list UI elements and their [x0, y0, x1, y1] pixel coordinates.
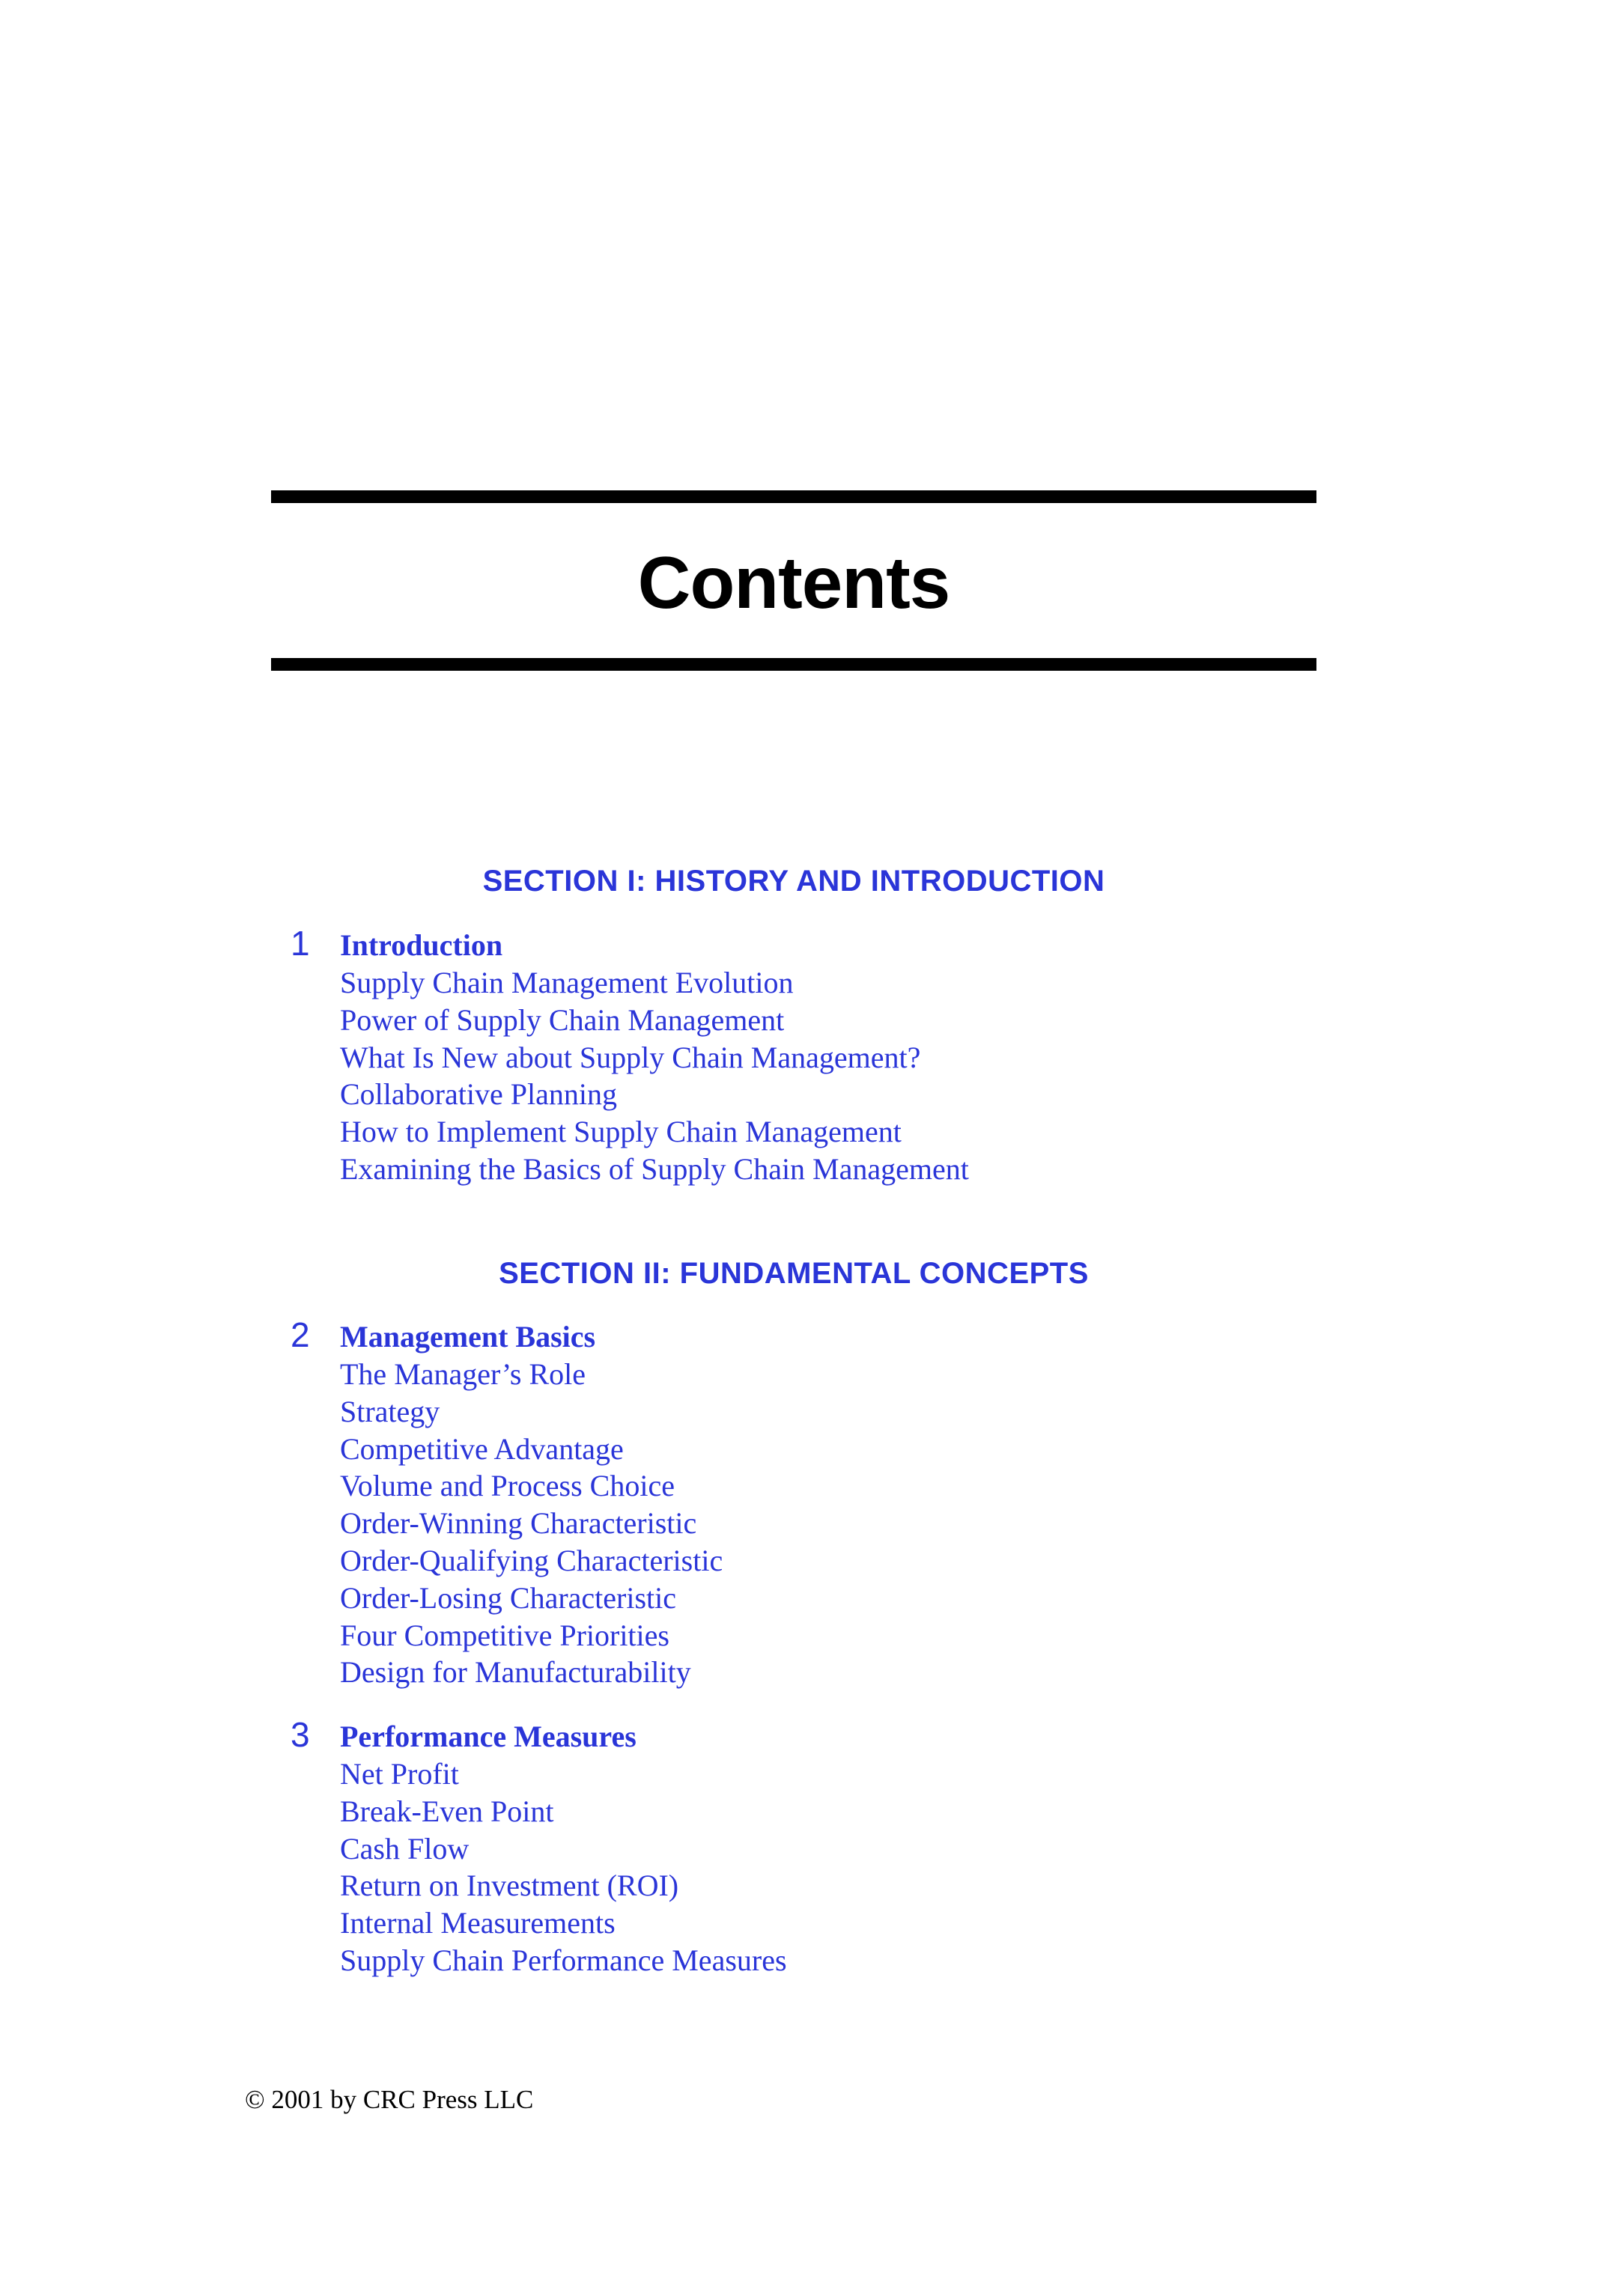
section-heading-2[interactable]: SECTION II: FUNDAMENTAL CONCEPTS — [499, 1257, 1089, 1290]
topic-item[interactable]: Order-Qualifying Characteristic — [340, 1543, 723, 1577]
topic-item[interactable]: Internal Measurements — [340, 1906, 616, 1940]
topic-item[interactable]: The Manager’s Role — [340, 1357, 586, 1391]
topic-item[interactable]: Examining the Basics of Supply Chain Management — [340, 1151, 969, 1186]
page-title: Contents — [637, 541, 950, 624]
chapter-title[interactable]: Performance Measures — [340, 1720, 637, 1753]
chapter-number: 3 — [291, 1715, 310, 1754]
topic-item[interactable]: Order-Losing Characteristic — [340, 1580, 677, 1615]
topic-item[interactable]: Cash Flow — [340, 1831, 470, 1866]
topic-item[interactable]: Collaborative Planning — [340, 1077, 617, 1112]
chapter-title[interactable]: Introduction — [340, 928, 503, 962]
topic-list — [340, 1756, 787, 1979]
title-top-rule — [271, 490, 1316, 503]
topic-item[interactable]: Order-Winning Characteristic — [340, 1506, 697, 1541]
copyright-notice: © 2001 by CRC Press LLC — [245, 2085, 534, 2114]
chapter-number: 2 — [291, 1315, 310, 1354]
topic-item[interactable]: How to Implement Supply Chain Management — [340, 1115, 902, 1149]
topic-item[interactable]: Four Competitive Priorities — [340, 1618, 669, 1652]
topic-item[interactable]: Competitive Advantage — [340, 1431, 624, 1466]
topic-item[interactable]: Net Profit — [340, 1757, 459, 1791]
section-heading-1[interactable]: SECTION I: HISTORY AND INTRODUCTION — [482, 865, 1105, 898]
topic-item[interactable]: Volume and Process Choice — [340, 1469, 675, 1503]
title-bottom-rule — [271, 658, 1316, 671]
topic-item[interactable]: Supply Chain Performance Measures — [340, 1943, 787, 1977]
chapter-title[interactable]: Management Basics — [340, 1320, 596, 1353]
chapter-number: 1 — [291, 924, 310, 963]
topic-item[interactable]: Power of Supply Chain Management — [340, 1002, 785, 1037]
topic-item[interactable]: What Is New about Supply Chain Management? — [340, 1040, 921, 1074]
topic-item[interactable]: Return on Investment (ROI) — [340, 1869, 679, 1903]
topic-item[interactable]: Design for Manufacturability — [340, 1655, 691, 1690]
topic-list — [340, 1356, 723, 1691]
topic-list — [340, 964, 969, 1188]
topic-item[interactable]: Break-Even Point — [340, 1794, 554, 1828]
topic-item[interactable]: Strategy — [340, 1394, 440, 1428]
topic-item[interactable]: Supply Chain Management Evolution — [340, 966, 794, 999]
